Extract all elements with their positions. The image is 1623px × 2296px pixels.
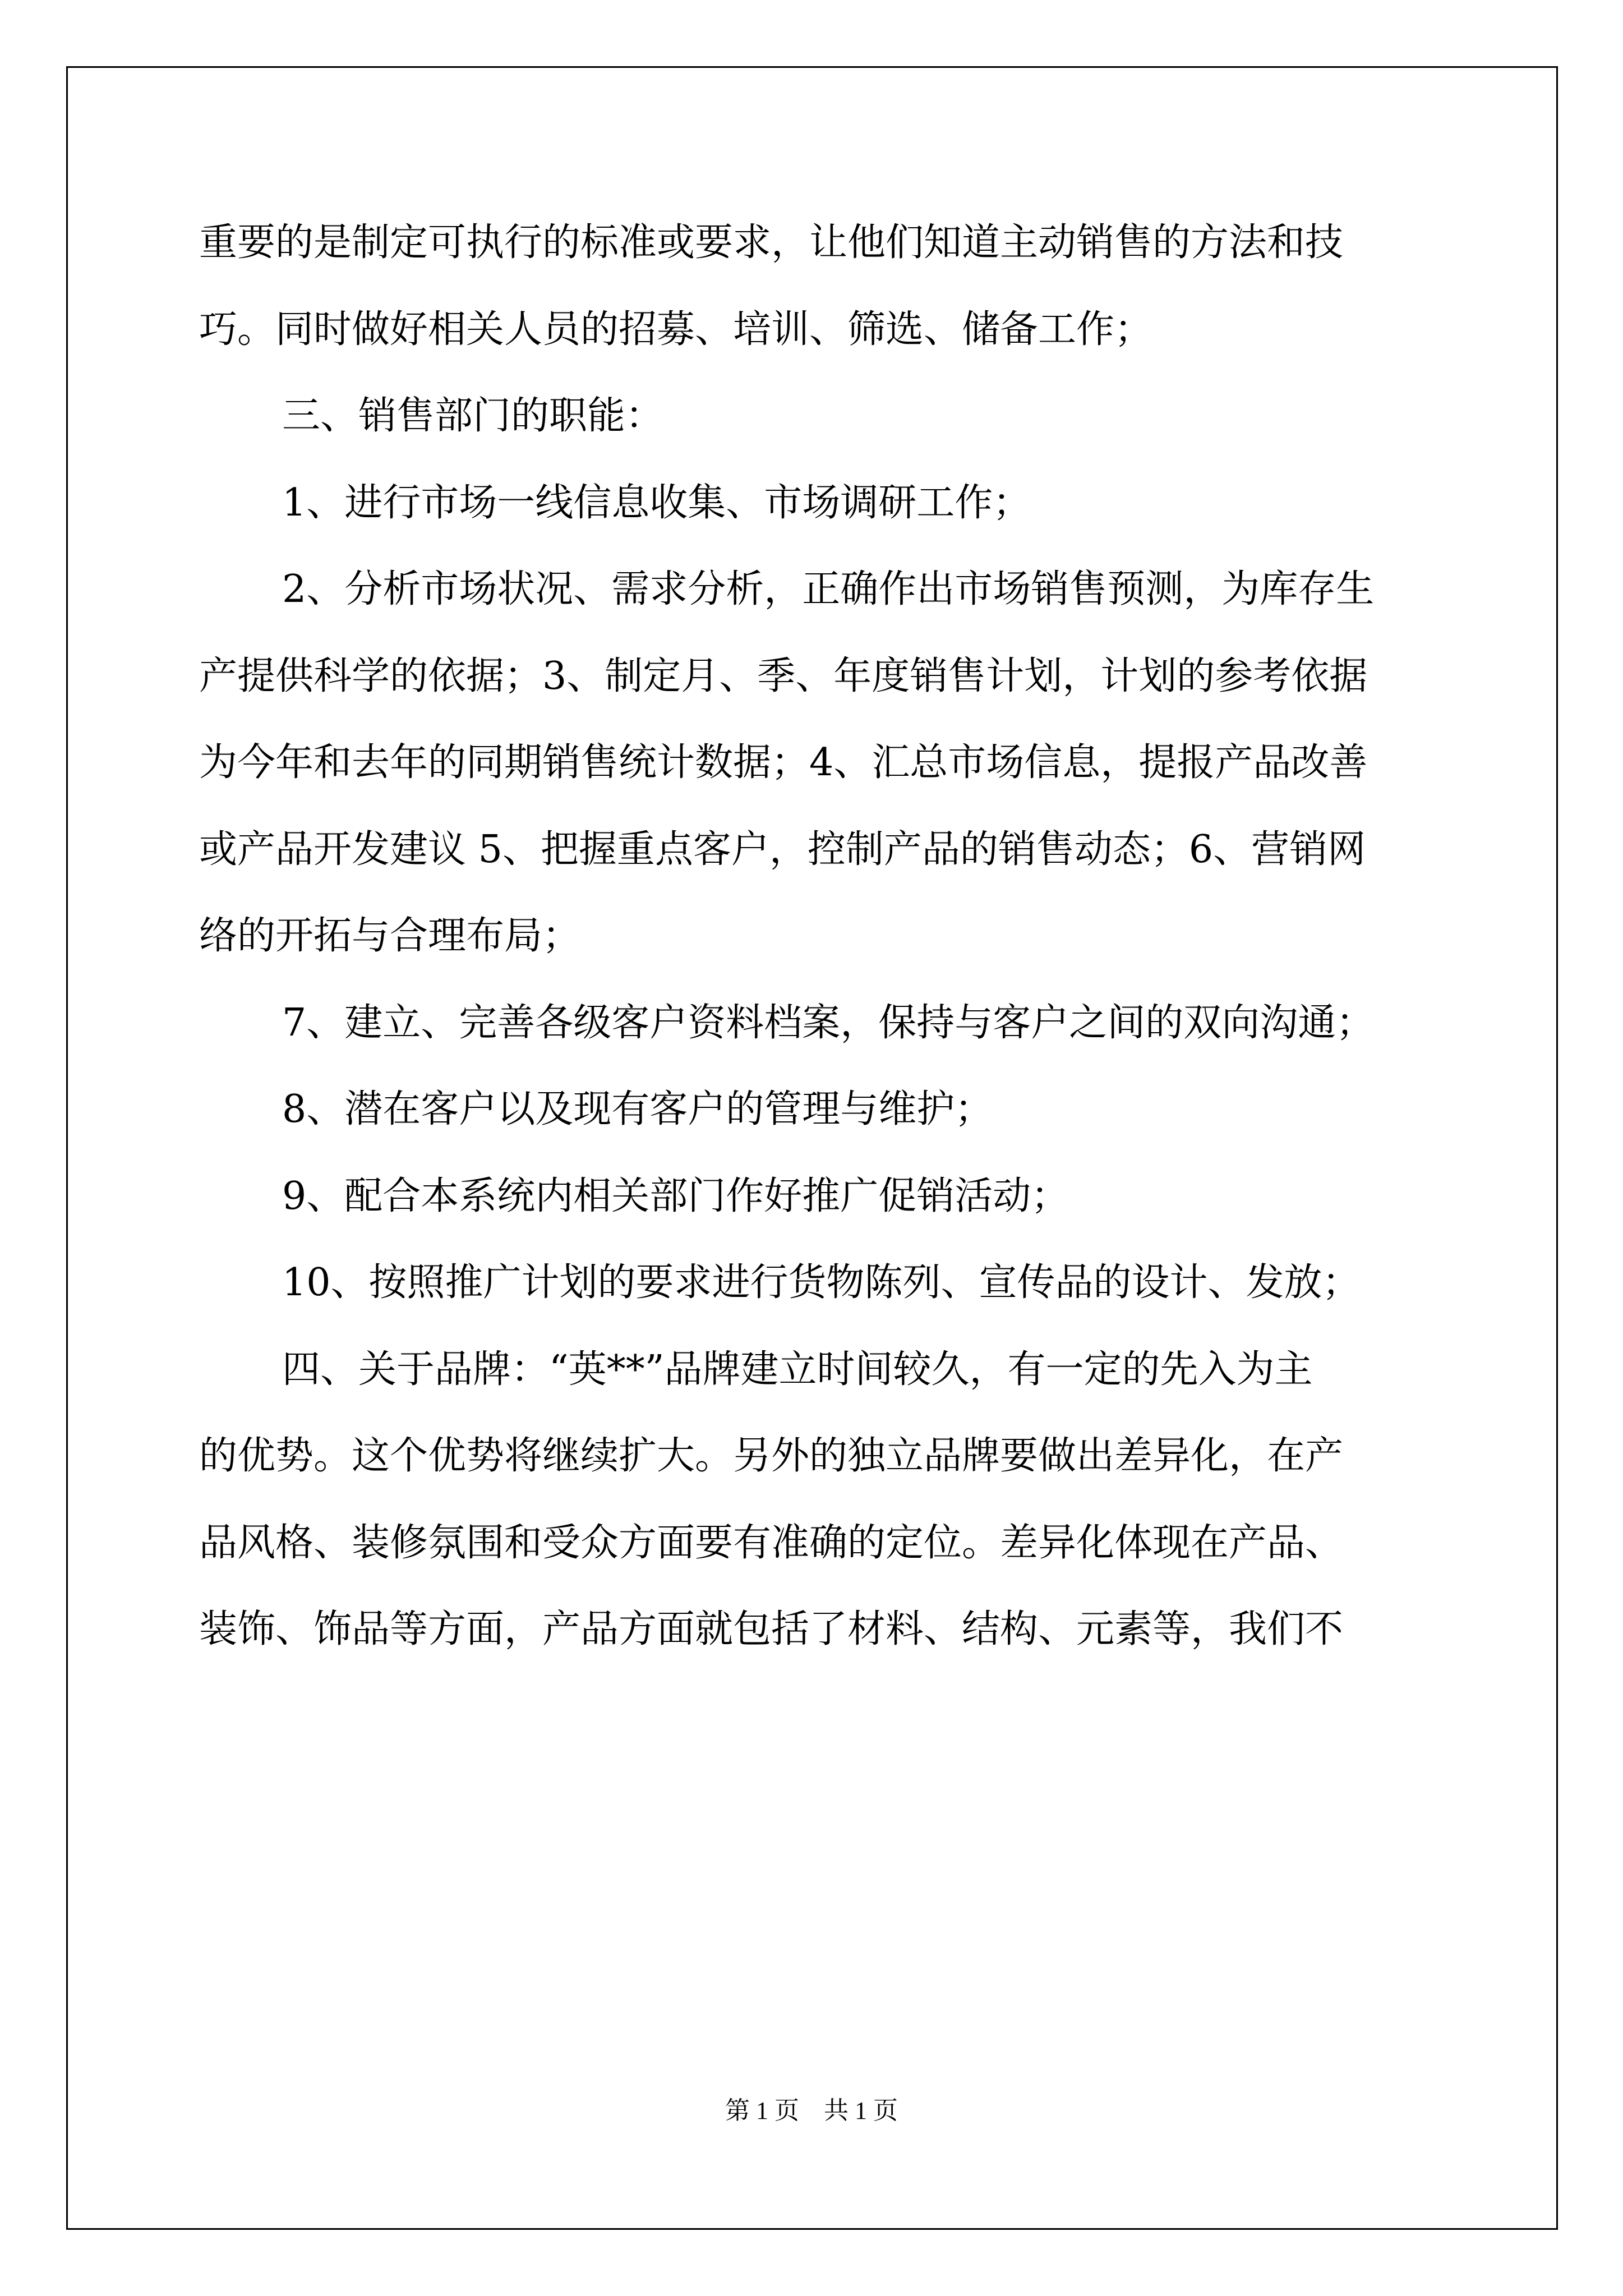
text-line: 或产品开发建议 5、把握重点客户，控制产品的销售动态；6、营销网 (199, 827, 1366, 872)
text-line: 巧。同时做好相关人员的招募、培训、筛选、储备工作； (199, 307, 1153, 352)
text-line: 重要的是制定可执行的标准或要求，让他们知道主动销售的方法和技 (199, 220, 1344, 265)
section-heading: 三、销售部门的职能： (282, 394, 664, 438)
text-line: 产提供科学的依据；3、制定月、季、年度销售计划，计划的参考依据 (199, 654, 1368, 698)
text-line: 9、配合本系统内相关部门作好推广促销活动； (282, 1174, 1069, 1218)
text-line: 的优势。这个优势将继续扩大。另外的独立品牌要做出差异化，在产 (199, 1434, 1344, 1478)
text-line: 品风格、装修氛围和受众方面要有准确的定位。差异化体现在产品、 (199, 1521, 1344, 1565)
text-line: 7、建立、完善各级客户资料档案，保持与客户之间的双向沟通； (282, 1001, 1375, 1045)
text-line: 8、潜在客户以及现有客户的管理与维护； (282, 1087, 993, 1131)
text-line: 10、按照推广计划的要求进行货物陈列、宣传品的设计、发放； (282, 1260, 1361, 1305)
text-line: 络的开拓与合理布局； (199, 914, 581, 958)
text-line: 1、进行市场一线信息收集、市场调研工作； (282, 481, 1031, 525)
text-line: 装饰、饰品等方面，产品方面就包括了材料、结构、元素等，我们不 (199, 1607, 1344, 1651)
section-heading: 四、关于品牌：“英**”品牌建立时间较久，有一定的先入为主 (282, 1347, 1313, 1392)
text-line: 为今年和去年的同期销售统计数据；4、汇总市场信息，提报产品改善 (199, 740, 1368, 785)
text-line: 2、分析市场状况、需求分析，正确作出市场销售预测，为库存生 (282, 567, 1375, 611)
page-number-footer: 第 1 页 共 1 页 (725, 2097, 898, 2124)
